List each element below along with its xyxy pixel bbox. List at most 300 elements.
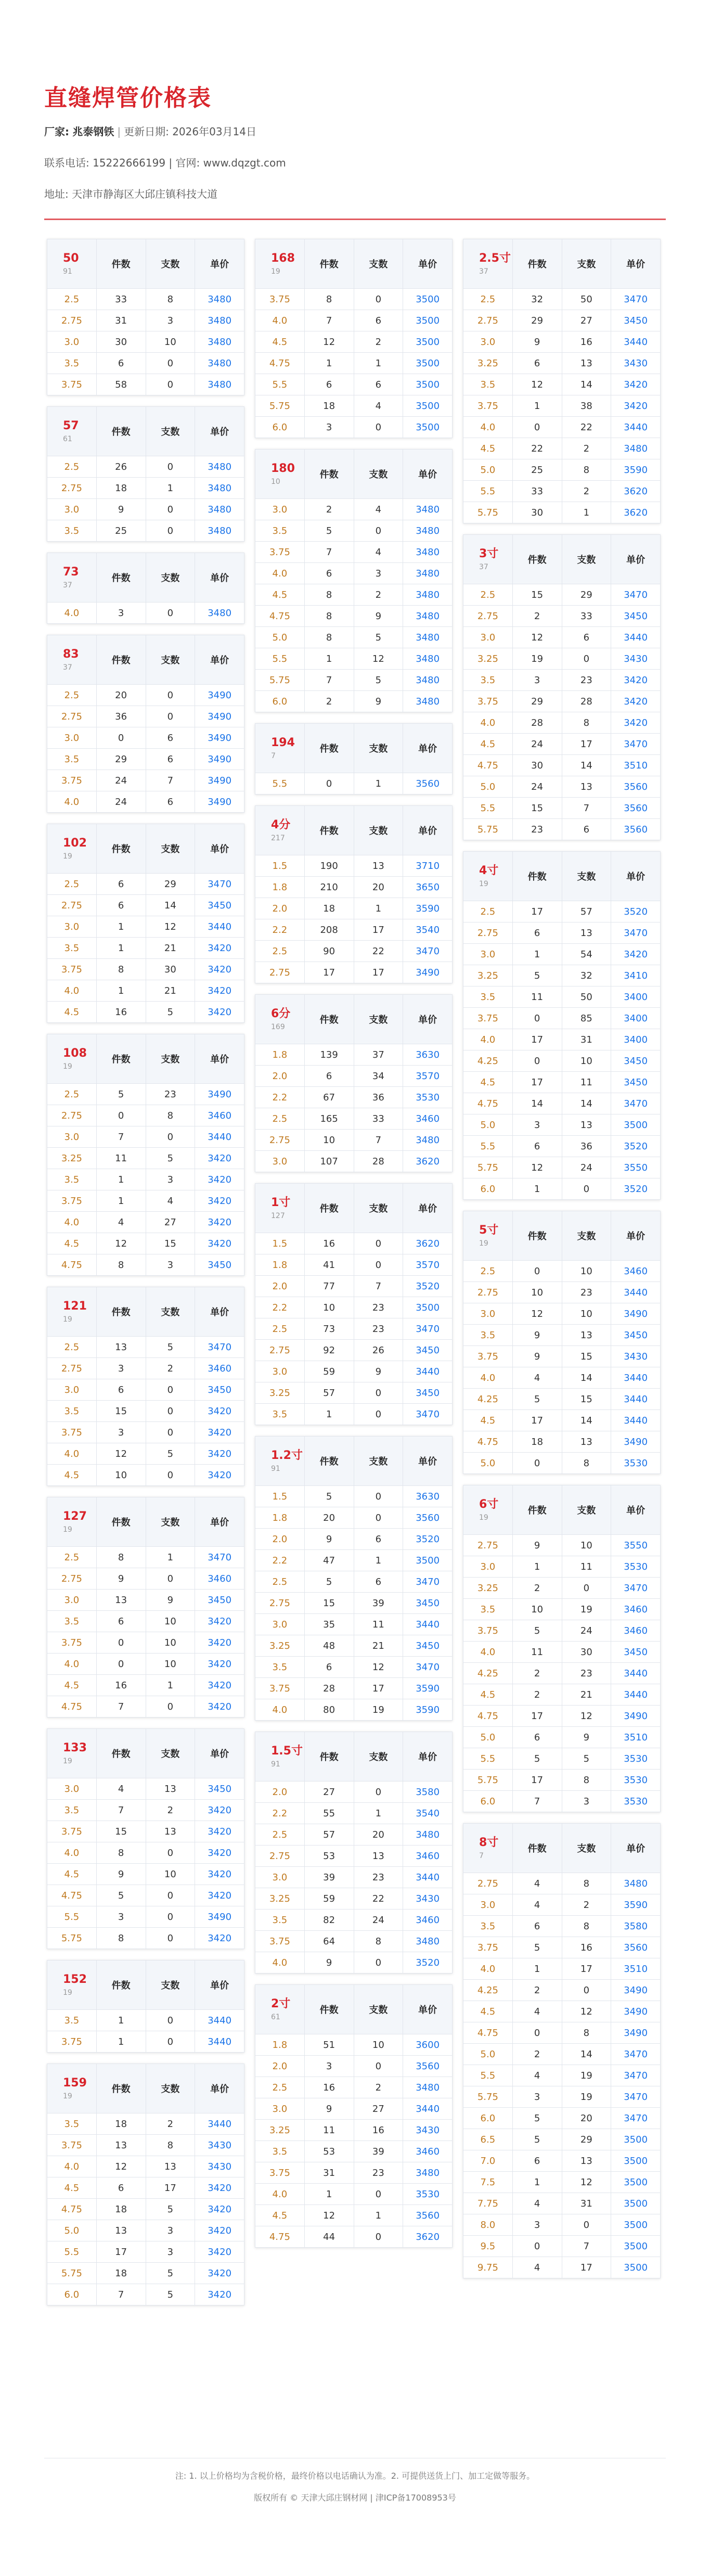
wall-thickness-cell: 3.75 [463,1346,513,1367]
wall-thickness-cell: 3.75 [463,1937,513,1958]
price-cell: 3440 [611,1367,661,1389]
pieces-cell: 29 [562,2129,611,2150]
price-cell: 3420 [611,944,661,965]
count-cell: 8 [96,1928,146,1949]
pieces-cell: 8 [354,1931,403,1952]
pieces-cell: 8 [562,459,611,481]
pieces-cell: 23 [354,1867,403,1888]
pieces-cell: 0 [354,520,403,542]
price-cell: 3490 [403,962,453,983]
price-cell: 3420 [195,1422,244,1443]
price-header: 单价 [403,1184,453,1233]
table-row [463,502,661,523]
pieces-cell: 13 [562,922,611,944]
count-header: 件数 [96,407,146,456]
price-cell: 3590 [403,1699,453,1721]
wall-thickness-cell: 4.0 [47,1212,97,1233]
count-cell: 13 [96,1337,146,1358]
wall-thickness-cell: 4.0 [463,1367,513,1389]
price-header: 单价 [611,1824,661,1873]
pieces-cell: 17 [562,1958,611,1980]
table-row [255,584,453,606]
table-row [463,459,661,481]
count-cell: 13 [96,1590,146,1611]
table-row [255,2077,453,2098]
price-cell: 3490 [195,791,244,813]
table-row [255,1593,453,1614]
price-cell: 3590 [611,1894,661,1916]
count-cell: 14 [512,1093,562,1114]
pieces-cell: 0 [146,520,195,542]
wall-thickness-cell: 3.5 [255,1657,305,1678]
wall-thickness-cell: 3.5 [255,1404,305,1425]
table-row [463,1791,661,1812]
pieces-cell: 27 [354,2098,403,2120]
table-row [255,1233,453,1254]
price-cell: 3500 [403,395,453,417]
wall-thickness-cell: 2.5 [47,456,97,478]
price-cell: 3470 [611,1578,661,1599]
wall-thickness-cell: 3.5 [463,986,513,1008]
price-cell: 3530 [611,1770,661,1791]
table-row [255,542,453,563]
pieces-cell: 10 [562,1535,611,1556]
count-header: 件数 [512,239,562,289]
pieces-cell: 0 [354,289,403,310]
count-cell: 3 [512,1114,562,1136]
wall-thickness-cell: 3.75 [47,1632,97,1654]
price-cell: 3450 [611,310,661,331]
pieces-cell: 29 [562,584,611,606]
count-cell: 3 [304,2056,354,2077]
count-cell: 4 [512,1894,562,1916]
count-cell: 18 [512,1431,562,1453]
count-cell: 6 [512,1727,562,1748]
table-row [255,1699,453,1721]
price-cell: 3440 [195,916,244,938]
wall-thickness-cell: 3.0 [47,1778,97,1800]
table-row [255,417,453,438]
price-header: 单价 [611,239,661,289]
count-cell: 12 [304,331,354,353]
footer-copyright: 版权所有 © 天津大邱庄钢材网 | 津ICP备17008953号 [254,2493,456,2503]
table-row [463,965,661,986]
spec-code: 61 [63,435,72,443]
table-header-row [47,1497,244,1547]
price-cell: 3420 [611,670,661,691]
pieces-cell: 0 [354,1507,403,1529]
wall-thickness-cell: 1.5 [255,855,305,877]
price-cell: 3710 [403,855,453,877]
price-cell: 3470 [611,2108,661,2129]
wall-thickness-cell: 4.0 [47,1654,97,1675]
count-cell: 51 [304,2034,354,2056]
table-row [255,1382,453,1404]
wall-thickness-cell: 3.25 [255,1888,305,1909]
price-cell: 3560 [403,2205,453,2226]
spec-code: 19 [63,1526,72,1534]
pieces-cell: 0 [354,1952,403,1973]
price-header: 单价 [195,2064,244,2113]
pieces-cell: 13 [146,1778,195,1800]
price-cell: 3400 [611,1029,661,1050]
wall-thickness-cell: 3.5 [255,2141,305,2162]
wall-thickness-cell: 3.75 [47,770,97,791]
pieces-cell: 0 [146,1928,195,1949]
pieces-cell: 54 [562,944,611,965]
table-row [255,1867,453,1888]
count-cell: 16 [96,1675,146,1696]
spec-name: 5寸 [479,1224,499,1237]
wall-thickness-cell: 4.0 [255,2184,305,2205]
count-cell: 0 [512,417,562,438]
price-cell: 3430 [403,1888,453,1909]
price-cell: 3480 [195,289,244,310]
pieces-header: 支数 [146,1034,195,1084]
table-row [47,1568,244,1590]
spec-table [463,1485,661,1812]
table-row [255,2098,453,2120]
pieces-cell: 4 [146,1190,195,1212]
spec-name: 1.5寸 [271,1745,303,1758]
pieces-cell: 20 [562,2108,611,2129]
wall-thickness-cell: 3.0 [463,331,513,353]
count-cell: 10 [96,1465,146,1486]
pieces-cell: 11 [354,1614,403,1635]
wall-thickness-cell: 4.5 [47,1675,97,1696]
count-cell: 5 [512,2129,562,2150]
wall-thickness-cell: 2.75 [463,1282,513,1303]
count-cell: 1 [512,944,562,965]
table-row [47,874,244,895]
spec-name: 102 [63,837,87,850]
pieces-cell: 0 [146,1401,195,1422]
wall-thickness-cell: 2.5 [47,1547,97,1568]
pieces-cell: 0 [562,2214,611,2236]
price-header: 单价 [195,553,244,603]
count-cell: 6 [512,353,562,374]
count-cell: 35 [304,1614,354,1635]
pieces-cell: 34 [354,1066,403,1087]
count-cell: 1 [96,938,146,959]
table-row [47,1906,244,1928]
wall-thickness-cell: 5.5 [255,374,305,395]
price-header: 单价 [403,1985,453,2034]
wall-thickness-cell: 2.5 [255,1318,305,1340]
wall-thickness-cell: 4.0 [47,603,97,624]
price-cell: 3470 [195,874,244,895]
wall-thickness-cell: 5.0 [463,1114,513,1136]
count-cell: 1 [512,1958,562,1980]
count-cell: 5 [512,1937,562,1958]
table-row [463,417,661,438]
pieces-cell: 13 [562,2150,611,2172]
count-header: 件数 [96,1034,146,1084]
pieces-cell: 0 [354,2056,403,2077]
count-cell: 9 [512,1535,562,1556]
count-cell: 5 [304,1486,354,1507]
spec-name: 6寸 [479,1498,499,1511]
wall-thickness-cell: 4.5 [255,331,305,353]
price-cell: 3420 [195,1928,244,1949]
wall-thickness-cell: 2.75 [255,962,305,983]
price-cell: 3520 [403,1529,453,1550]
pieces-cell: 9 [354,1361,403,1382]
pieces-cell: 3 [562,1791,611,1812]
pieces-cell: 32 [562,965,611,986]
pieces-cell: 0 [354,1382,403,1404]
table-row [463,1093,661,1114]
count-cell: 1 [304,1404,354,1425]
pieces-cell: 3 [146,1169,195,1190]
spec-header [255,724,305,773]
maker-label: 厂家: [44,125,69,138]
count-cell: 15 [96,1401,146,1422]
count-cell: 59 [304,1888,354,1909]
price-cell: 3500 [403,353,453,374]
pieces-cell: 3 [146,310,195,331]
price-cell: 3440 [611,1410,661,1431]
wall-thickness-cell: 5.75 [47,1928,97,1949]
price-cell: 3630 [403,1486,453,1507]
pieces-cell: 0 [562,1178,611,1200]
wall-thickness-cell: 3.5 [463,1916,513,1937]
count-cell: 36 [96,706,146,727]
spec-code: 37 [479,267,488,276]
pieces-cell: 20 [354,1824,403,1846]
contact-line[interactable]: 联系电话: 15222666199 | 官网: www.dqzgt.com [44,157,286,169]
count-cell: 9 [96,1864,146,1885]
wall-thickness-cell: 4.5 [255,584,305,606]
price-cell: 3450 [195,1379,244,1401]
pieces-cell: 27 [562,310,611,331]
price-cell: 3530 [611,1556,661,1578]
count-cell: 2 [512,1980,562,2001]
count-cell: 6 [304,374,354,395]
table-row [463,2086,661,2108]
pieces-cell: 5 [146,1002,195,1023]
count-cell: 5 [96,1885,146,1906]
count-cell: 1 [512,1556,562,1578]
pieces-cell: 0 [354,2226,403,2248]
pieces-cell: 3 [146,2241,195,2263]
price-cell: 3420 [195,1821,244,1842]
count-cell: 165 [304,1108,354,1130]
count-cell: 5 [512,1389,562,1410]
table-row [47,353,244,374]
wall-thickness-cell: 7.75 [463,2193,513,2214]
price-table-columns [44,239,666,2316]
price-cell: 3420 [195,938,244,959]
table-row [463,627,661,648]
table-row [255,1254,453,1276]
price-cell: 3480 [195,353,244,374]
price-cell: 3620 [403,1233,453,1254]
count-cell: 59 [304,1361,354,1382]
price-header: 单价 [403,724,453,773]
count-cell: 0 [512,2236,562,2257]
pieces-cell: 16 [562,1937,611,1958]
price-cell: 3480 [195,499,244,520]
table-row [255,1507,453,1529]
table-row [47,478,244,499]
price-cell: 3560 [403,1507,453,1529]
table-header-row [47,1960,244,2010]
wall-thickness-cell: 2.5 [47,685,97,706]
table-row [463,1282,661,1303]
count-cell: 28 [304,1678,354,1699]
count-cell: 7 [512,1791,562,1812]
spec-table [47,824,244,1023]
spec-code: 19 [63,852,72,861]
price-cell: 3440 [611,1282,661,1303]
table-row [463,776,661,798]
count-cell: 3 [512,670,562,691]
price-cell: 3490 [195,685,244,706]
table-row [255,1486,453,1507]
table-row [255,2056,453,2077]
price-cell: 3420 [195,1842,244,1864]
count-cell: 10 [304,1130,354,1151]
table-row [463,2214,661,2236]
table-row [255,353,453,374]
pieces-cell: 1 [146,478,195,499]
wall-thickness-cell: 6.0 [47,2284,97,2305]
table-row [47,706,244,727]
price-cell: 3520 [611,1178,661,1200]
count-cell: 18 [96,2113,146,2135]
count-cell: 92 [304,1340,354,1361]
wall-thickness-cell: 2.75 [463,310,513,331]
pieces-cell: 21 [146,980,195,1002]
table-row [255,1318,453,1340]
count-header: 件数 [304,1184,354,1233]
wall-thickness-cell: 9.75 [463,2257,513,2278]
spec-header [47,2064,97,2113]
count-cell: 12 [96,1443,146,1465]
table-row [47,2156,244,2177]
pieces-cell: 2 [146,1358,195,1379]
count-cell: 11 [304,2120,354,2141]
count-cell: 24 [96,770,146,791]
count-cell: 9 [96,499,146,520]
table-row [255,919,453,941]
wall-thickness-cell: 3.75 [47,2135,97,2156]
count-cell: 17 [304,962,354,983]
table-row [47,1084,244,1105]
pieces-cell: 14 [562,755,611,776]
table-header-row [255,239,453,289]
count-header: 件数 [96,239,146,289]
wall-thickness-cell: 2.75 [47,1358,97,1379]
count-cell: 33 [96,289,146,310]
pieces-cell: 15 [562,1346,611,1367]
wall-thickness-cell: 6.5 [463,2129,513,2150]
table-row [463,1663,661,1684]
pieces-cell: 10 [146,1864,195,1885]
pieces-cell: 13 [562,353,611,374]
spec-name: 73 [63,566,79,579]
count-cell: 24 [96,791,146,813]
wall-thickness-cell: 5.0 [463,2044,513,2065]
wall-thickness-cell: 7.5 [463,2172,513,2193]
table-row [255,2034,453,2056]
table-row [463,1684,661,1706]
table-row [463,1770,661,1791]
count-cell: 0 [512,1261,562,1282]
pieces-cell: 21 [146,938,195,959]
pieces-cell: 31 [562,2193,611,2214]
table-row [463,2108,661,2129]
table-row [463,1114,661,1136]
price-cell: 3470 [611,2044,661,2065]
count-cell: 7 [96,1126,146,1148]
pieces-cell: 10 [146,1654,195,1675]
wall-thickness-cell: 2.5 [463,1261,513,1282]
table-header-row [463,1824,661,1873]
wall-thickness-cell: 3.5 [463,374,513,395]
wall-thickness-cell: 4.5 [463,438,513,459]
wall-thickness-cell: 4.75 [255,606,305,627]
pieces-cell: 12 [562,1706,611,1727]
wall-thickness-cell: 2.5 [255,2077,305,2098]
price-cell: 3420 [195,1632,244,1654]
pieces-cell: 9 [354,691,403,712]
table-row [463,1894,661,1916]
price-cell: 3420 [195,1190,244,1212]
pieces-header: 支数 [146,239,195,289]
price-cell: 3490 [611,1706,661,1727]
count-cell: 12 [512,1157,562,1178]
table-row [463,310,661,331]
table-row [255,1044,453,1066]
table-row [463,2044,661,2065]
count-cell: 8 [304,289,354,310]
pieces-cell: 2 [562,481,611,502]
table-row [47,1379,244,1401]
pieces-cell: 17 [562,734,611,755]
table-row [463,944,661,965]
pieces-cell: 12 [146,916,195,938]
pieces-cell: 2 [354,331,403,353]
table-row [47,2031,244,2053]
pieces-cell: 15 [146,1233,195,1254]
count-cell: 67 [304,1087,354,1108]
table-row [255,691,453,712]
price-cell: 3420 [195,1233,244,1254]
table-row [47,1928,244,1949]
pieces-cell: 5 [146,2199,195,2220]
price-cell: 3490 [611,2022,661,2044]
pieces-header: 支数 [354,1732,403,1782]
wall-thickness-cell: 3.75 [255,542,305,563]
wall-thickness-cell: 2.75 [47,1568,97,1590]
price-cell: 3560 [611,798,661,819]
pieces-cell: 10 [146,1632,195,1654]
count-cell: 31 [96,310,146,331]
table-row [463,1346,661,1367]
table-row [463,691,661,712]
count-cell: 12 [96,1233,146,1254]
price-cell: 3480 [403,691,453,712]
pieces-cell: 50 [562,986,611,1008]
count-cell: 41 [304,1254,354,1276]
count-cell: 22 [512,438,562,459]
table-header-row [47,553,244,603]
pieces-cell: 3 [354,563,403,584]
wall-thickness-cell: 3.75 [255,289,305,310]
pieces-cell: 17 [146,2177,195,2199]
